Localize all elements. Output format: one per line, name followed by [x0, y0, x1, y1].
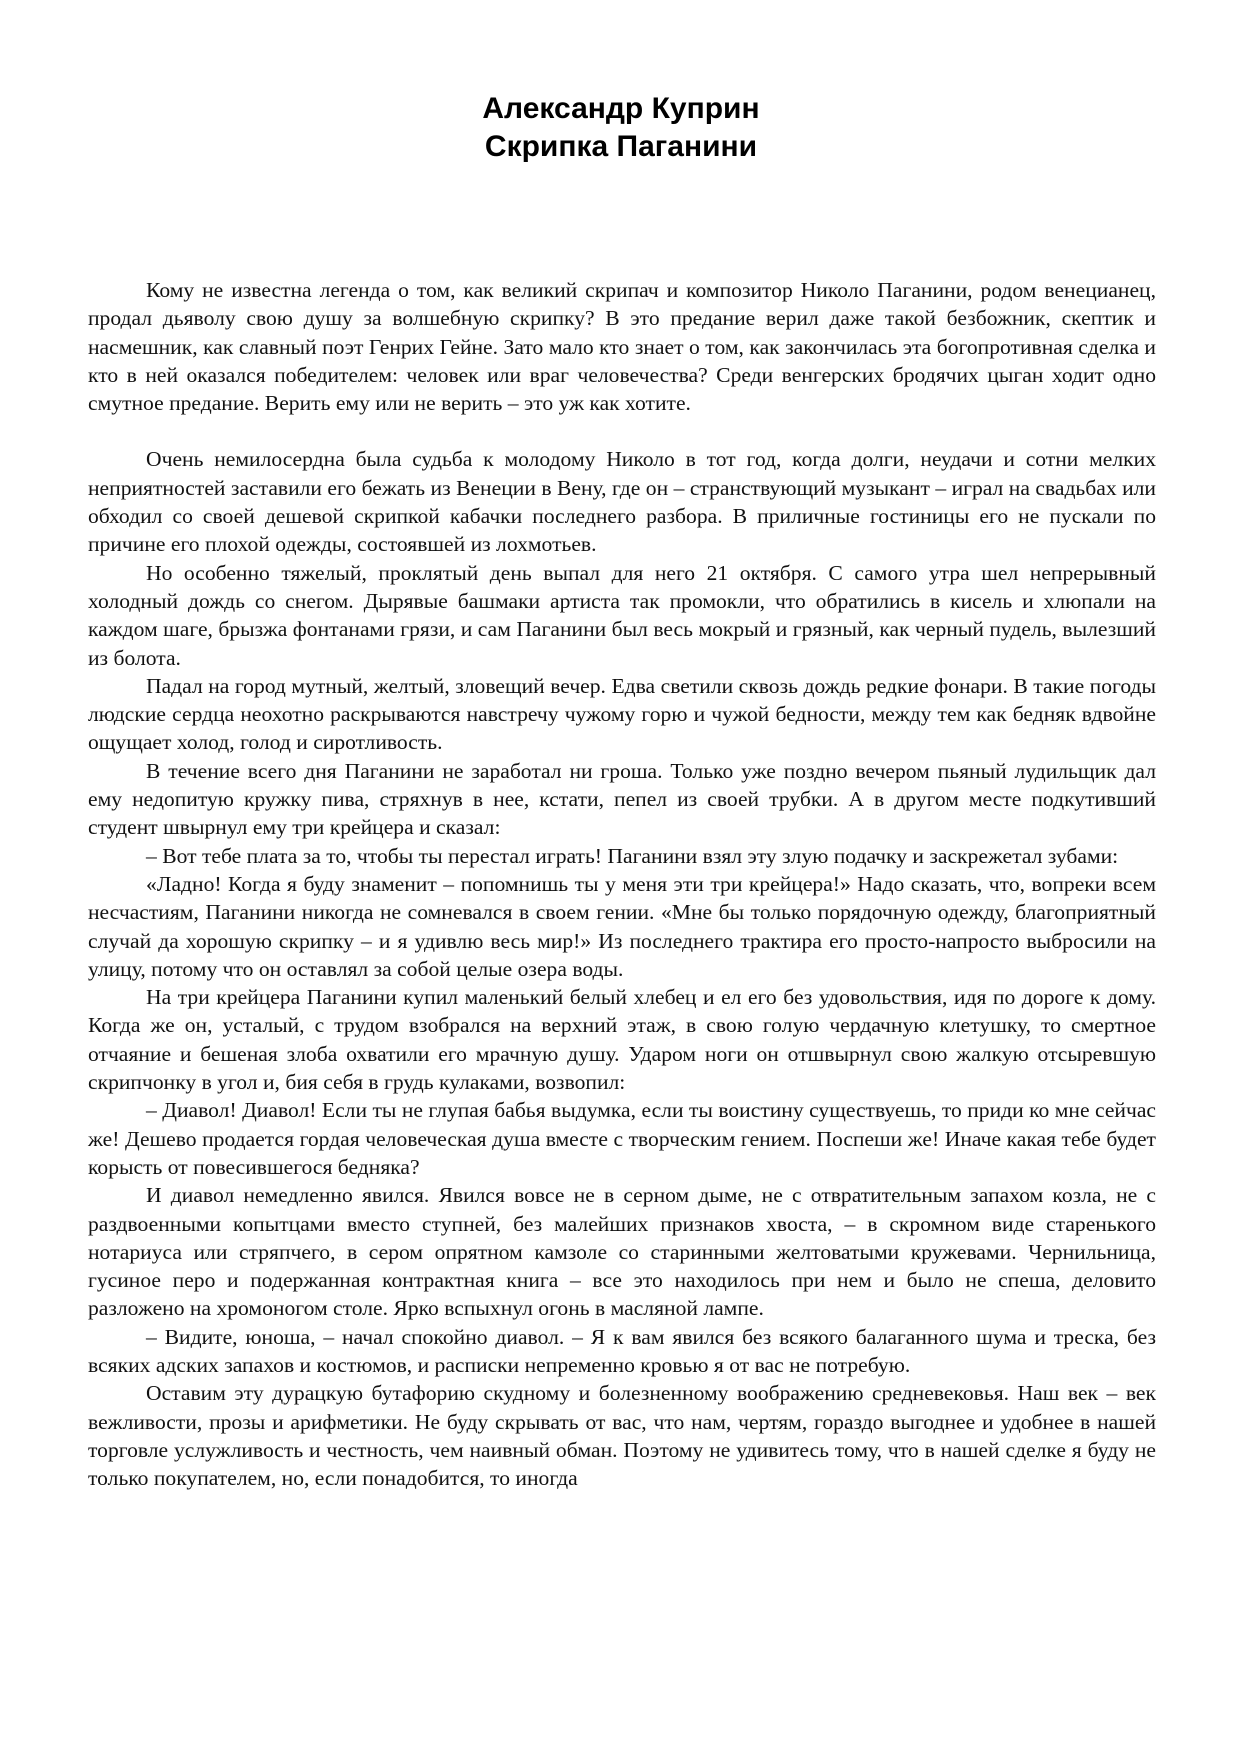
paragraph: В течение всего дня Паганини не заработал ни гроша. Только уже поздно вечером пьяный лудильщик дал ему недопитую кружку пива, стряхнув в нее, кстати, пепел из своей трубки. А в другом месте подкутивший студент швырнул ему три крейцера и сказал: — [88, 758, 1156, 840]
paragraph: Кому не известна легенда о том, как великий скрипач и композитор Николо Паганини, родом венецианец, продал дьяволу свою душу за волшебную скрипку? В это предание верил даже такой безбожник, скептик и насмешник, как славный поэт Генрих Гейне. Зато мало кто знает о том, как закончилась эта богопротивная сделка и кто в ней оказался победителем: человек или враг человечества? Среди венгерских бродячих цыган ходит одно смутное предание. Верить ему или не верить – это уж как хотите. — [88, 278, 1156, 416]
paragraph: – Вот тебе плата за то, чтобы ты перестал играть! Паганини взял эту злую подачку и заскрежетал зубами: — [146, 843, 1119, 868]
work-title: Скрипка Паганини — [484, 130, 758, 163]
paragraph: И диавол немедленно явился. Явился вовсе не в серном дыме, не с отвратительным запахом козла, не с раздвоенными копытцами вместо ступней, без малейших признаков хвоста, – в скромном виде старенького нотариуса или стряпчего, в сером опрятном камзоле со старинными желтоватыми кружевами. Чернильница, гусиное перо и подержанная контрактная книга – все это находилось при нем и было не спеша, деловито разложено на хромоногом столе. Ярко вспыхнул огонь в масляной лампе. — [88, 1183, 1156, 1321]
title-block — [0, 90, 1242, 166]
paragraph: – Видите, юноша, – начал спокойно диавол. – Я к вам явился без всякого балаганного шума и треска, без всяких адских запахов и костюмов, и расписки непременно кровью я от вас не потребую. — [88, 1324, 1156, 1377]
paragraph: На три крейцера Паганини купил маленький белый хлебец и ел его без удовольствия, идя по дороге к дому. Когда же он, усталый, с трудом взобрался на верхний этаж, в свою голую чердачную клетушку, то смертное отчаяние и бешеная злоба охватили его мрачную душу. Ударом ноги он отшвырнул свою жалкую отсыревшую скрипчонку в угол и, бия себя в грудь кулаками, возвопил: — [88, 985, 1156, 1095]
paragraph: Но особенно тяжелый, проклятый день выпал для него 21 октября. С самого утра шел непрерывный холодный дождь со снегом. Дырявые башмаки артиста так промокли, что обратились в кисель и хлюпали на каждом шаге, брызжа фонтанами грязи, и сам Паганини был весь мокрый и грязный, как черный пудель, вылезший из болота. — [88, 560, 1156, 670]
paragraph: Падал на город мутный, желтый, зловещий вечер. Едва светили сквозь дождь редкие фонари. В такие погоды людские сердца неохотно раскрываются навстречу чужому горю и чужой бедности, между тем как бедняк вдвойне ощущает холод, голод и сиротливость. — [88, 673, 1156, 755]
author-name: Александр Куприн — [482, 92, 760, 125]
paragraph: «Ладно! Когда я буду знаменит – попомнишь ты у меня эти три крейцера!» Надо сказать, что, вопреки всем несчастиям, Паганини никогда не сомневался в своем гении. «Мне бы только порядочную одежду, благоприятный случай да хорошую скрипку – и я удивлю весь мир!» Из последнего трактира его просто-напросто выбросили на улицу, потому что он оставлял за собой целые озера воды. — [88, 871, 1156, 981]
paragraph: Очень немилосердна была судьба к молодому Николо в тот год, когда долги, неудачи и сотни мелких неприятностей заставили его бежать из Венеции в Вену, где он – странствующий музыкант – играл на свадьбах или обходил со своей дешевой скрипкой кабачки последнего разбора. В приличные гостиницы его не пускали по причине его плохой одежды, состоявшей из лохмотьев. — [88, 447, 1156, 557]
paragraph: – Диавол! Диавол! Если ты не глупая бабья выдумка, если ты воистину существуешь, то приди ко мне сейчас же! Дешево продается гордая человеческая душа вместе с творческим гением. Поспеши же! Иначе какая тебе будет корысть от повесившегося бедняка? — [88, 1098, 1156, 1179]
story-text — [88, 276, 1156, 1492]
paragraph: Оставим эту дурацкую бутафорию скудному и болезненному воображению средневековья. Наш век – век вежливости, прозы и арифметики. Не буду скрывать от вас, что нам, чертям, гораздо выгоднее и удобнее в нашей торговле услужливость и честность, чем наивный обман. Поэтому не удивитесь тому, что в нашей сделке я буду не только покупателем, но, если понадобится, то иногда — [88, 1381, 1156, 1491]
